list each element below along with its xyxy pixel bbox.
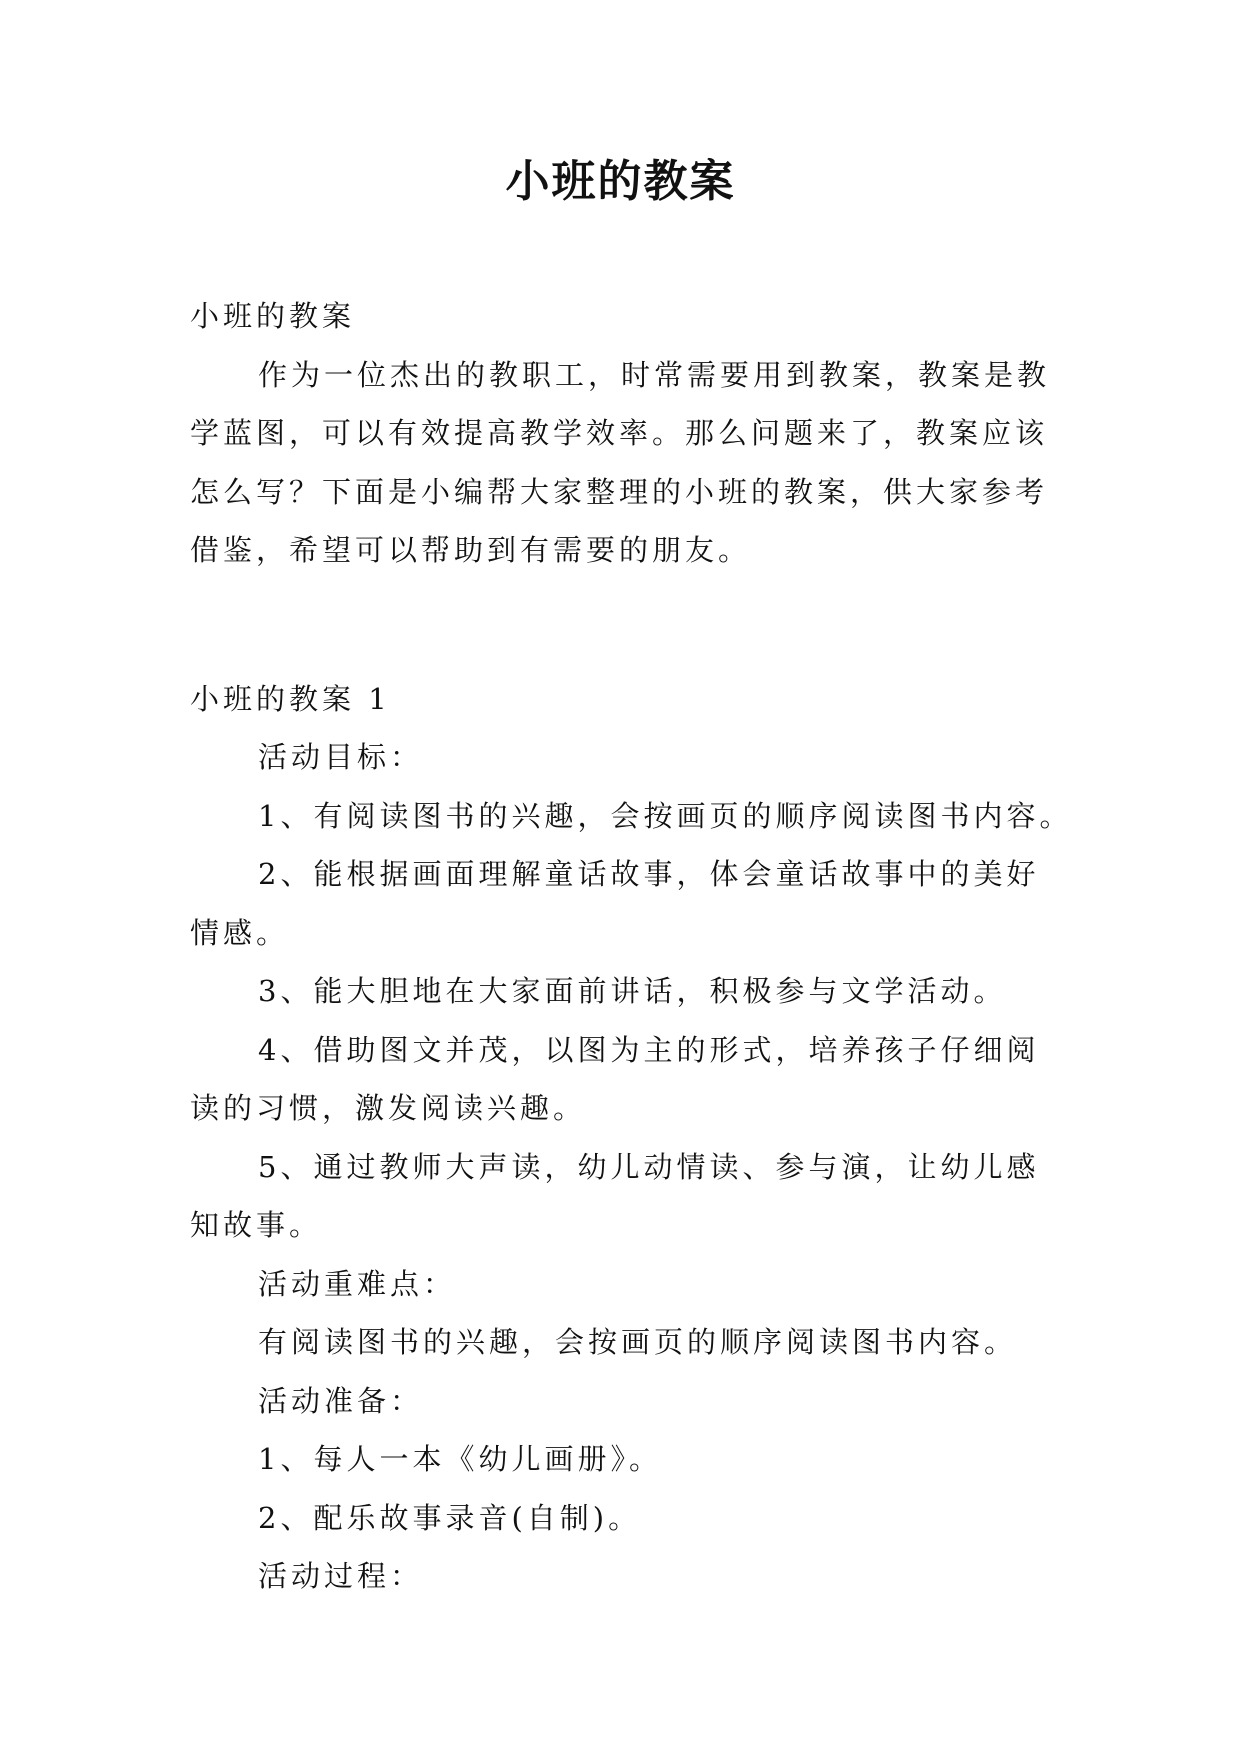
text-line: 活动准备： bbox=[258, 1383, 424, 1418]
text-line: 活动过程： bbox=[258, 1559, 424, 1593]
text-line: 小班的教案 bbox=[190, 299, 356, 333]
text-line: 3、能大胆地在大家面前讲话，积极参与文学活动。 bbox=[258, 974, 1007, 1008]
text-line: 知故事。 bbox=[190, 1208, 323, 1242]
text-line: 有阅读图书的兴趣，会按画页的顺序阅读图书内容。 bbox=[258, 1325, 1018, 1359]
text-line: 活动目标： bbox=[258, 740, 424, 774]
text-line: 怎么写？下面是小编帮大家整理的小班的教案，供大家参考 bbox=[190, 474, 1049, 509]
paragraph-gap bbox=[190, 596, 1070, 654]
text-line: 借鉴，希望可以帮助到有需要的朋友。 bbox=[190, 533, 752, 567]
text-line: 1、有阅读图书的兴趣，会按画页的顺序阅读图书内容。 bbox=[258, 798, 1073, 833]
text-line: 2、能根据画面理解童话故事，体会童话故事中的美好 bbox=[258, 857, 1040, 891]
text-line: 4、借助图文并茂，以图为主的形式，培养孩子仔细阅 bbox=[258, 1032, 1040, 1067]
text-line: 5、通过教师大声读，幼儿动情读、参与演，让幼儿感 bbox=[258, 1149, 1040, 1184]
text-line: 活动重难点： bbox=[258, 1266, 457, 1301]
document-title: 小班的教案 bbox=[505, 156, 736, 207]
text-line: 读的习惯，激发阅读兴趣。 bbox=[190, 1091, 587, 1125]
text-line: 1、每人一本《幼儿画册》。 bbox=[258, 1442, 662, 1476]
text-line: 学蓝图，可以有效提高教学效率。那么问题来了，教案应该 bbox=[190, 416, 1049, 450]
text-line: 小班的教案 1 bbox=[190, 681, 391, 716]
text-line: 2、配乐故事录音(自制)。 bbox=[258, 1500, 642, 1535]
document-body bbox=[190, 287, 1073, 1606]
text-line: 作为一位杰出的教职工，时常需要用到教案，教案是教 bbox=[258, 357, 1051, 392]
text-line: 情感。 bbox=[190, 915, 290, 950]
